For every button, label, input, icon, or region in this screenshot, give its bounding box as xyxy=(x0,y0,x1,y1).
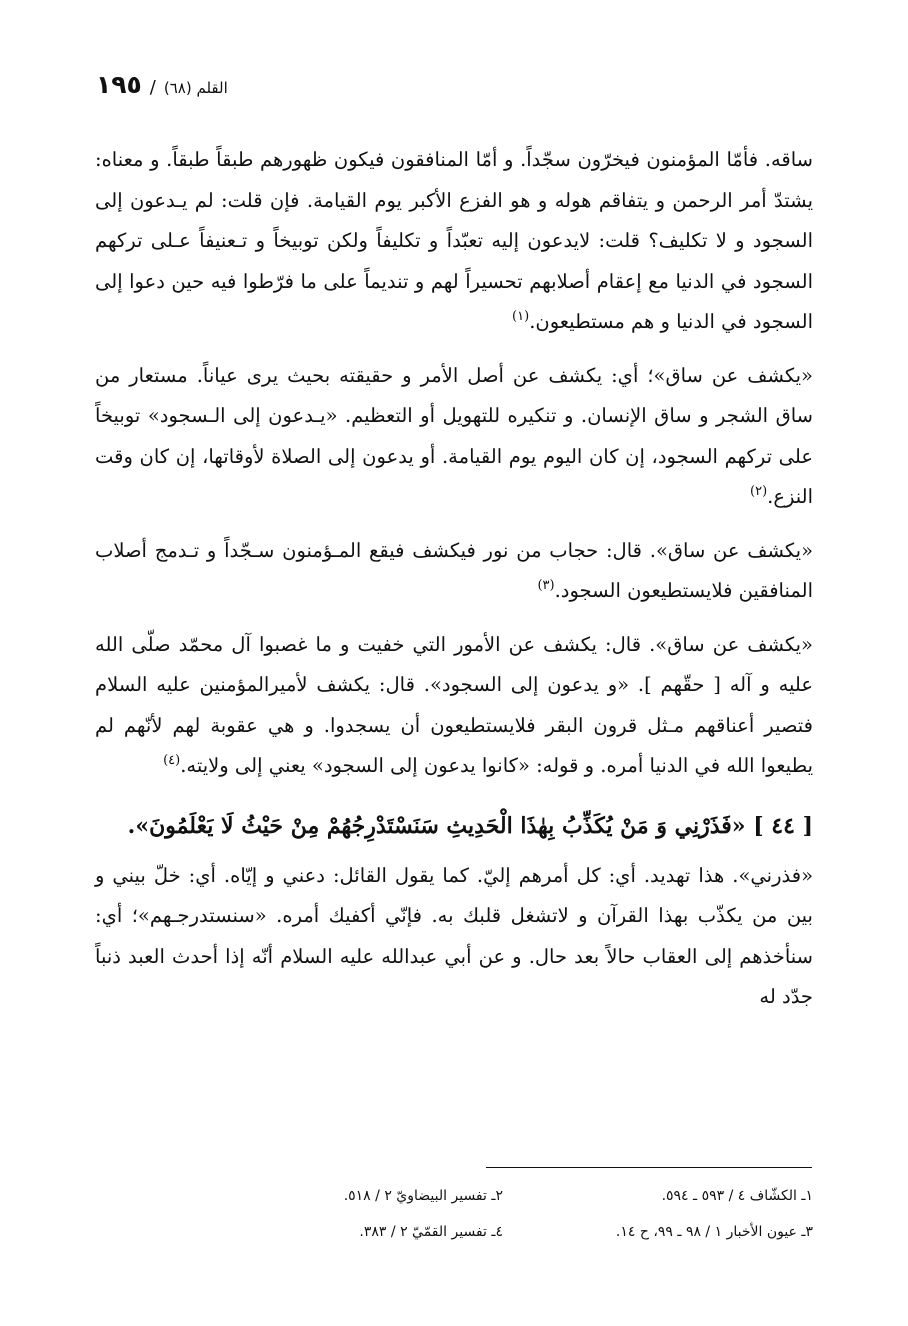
verse-text: «فَذَرْنِي وَ مَنْ يُكَذِّبُ بِهٰذَا الْحَدِيثِ سَنَسْتَدْرِجُهُمْ مِنْ حَيْثُ لَا يَعْلَمُونَ». xyxy=(127,812,746,839)
footnote-ref: (٢) xyxy=(750,484,768,499)
paragraph-text: «يكشف عن ساق»؛ أي: يكشف عن أصل الأمر و حقيقته بحيث يرى عياناً. مستعار من ساق الشجر و ساق الإنسان. و تنكيره للتهويل أو التعظيم. «يـدعون إلى الـسجود» توبيخاً على تركهم السجود، إن كان اليوم يوم القيامة. أو يدعون إلى الصلاة لأوقاتها، إن كان وقت النزع. xyxy=(95,363,813,508)
running-head xyxy=(96,70,228,99)
footnote-ref: (٤) xyxy=(163,753,181,768)
page-number: ١٩٥ xyxy=(96,70,142,99)
paragraph xyxy=(95,356,813,518)
footnote: ٢ـ تفسير البيضاويّ ٢ / ٥١٨. xyxy=(343,1188,503,1204)
paragraph-text: «فذرني». هذا تهديد. أي: كل أمرهم إليّ. كما يقول القائل: دعني و إيّاه. أي: خلّ بيني و بين من يكذّب بهذا القرآن و لاتشغل قلبك به. فإنّي أكفيك أمره. «سنستدرجـهم»؛ أي: سنأخذهم إلى العقاب حالاً بعد حال. و عن أبي عبدالله عليه السلام أنّه إذا أحدث العبد ذنباً جدّد له xyxy=(95,863,813,1008)
paragraph-text: «يكشف عن ساق». قال: حجاب من نور فيكشف فيقع المـؤمنون سـجّداً و تـدمج أصلاب المنافقين فلايستطيعون السجود. xyxy=(95,538,813,602)
paragraph-text: ساقه. فأمّا المؤمنون فيخرّون سجّداً. و أمّا المنافقون فيكون ظهورهم طبقاً طبقاً. و معناه: يشتدّ أمر الرحمن و يتفاقم هوله و هو الفزع الأكبر يوم القيامة. فإن قلت: لم يـدعون إلى السجود و لا تكليف؟ قلت: لايدعون إليه تعبّداً و تكليفاً ولكن توبيخاً و تـعنيفاً عـلى تركهم السجود في الدنيا مع إعقام أصلابهم تحسيراً لهم و تنديماً على ما فرّطوا فيه حين دعوا إلى السجود في الدنيا و هم مستطيعون. xyxy=(95,148,813,333)
header-separator: / xyxy=(149,77,156,98)
footnote-divider xyxy=(486,1167,812,1168)
paragraph xyxy=(95,140,813,343)
surah-title: القلم (٦٨) xyxy=(163,79,228,97)
paragraph xyxy=(95,625,813,787)
footnote: ٣ـ عيون الأخبار ١ / ٩٨ ـ ٩٩، ح ١٤. xyxy=(615,1224,813,1240)
paragraph xyxy=(95,531,813,612)
quran-verse xyxy=(95,800,813,852)
main-text xyxy=(95,140,813,1031)
paragraph xyxy=(95,856,813,1018)
paragraph-text: «يكشف عن ساق». قال: يكشف عن الأمور التي خفيت و ما غصبوا آل محمّد صلّى الله عليه و آله [ حقّهم ]. «و يدعون إلى السجود». قال: يكشف لأميرالمؤمنين عليه السلام فتصير أعناقهم مـثل قرون البقر فلايستطيعون أن يسجدوا. و هي عقوبة لهم لأنّهم لم يطيعوا الله في الدنيا أمره. و قوله: «كانوا يدعون إلى السجود» يعني إلى ولايته. xyxy=(95,632,813,777)
footnote-ref: (١) xyxy=(512,309,530,324)
footnotes xyxy=(253,1183,813,1245)
footnote: ٤ـ تفسير القمّيّ ٢ / ٣٨٣. xyxy=(359,1224,503,1240)
footnote-ref: (٣) xyxy=(537,578,555,593)
footnote: ١ـ الكشّاف ٤ / ٥٩٣ ـ ٥٩٤. xyxy=(661,1188,813,1204)
verse-number: [ ٤٤ ] xyxy=(753,812,813,839)
